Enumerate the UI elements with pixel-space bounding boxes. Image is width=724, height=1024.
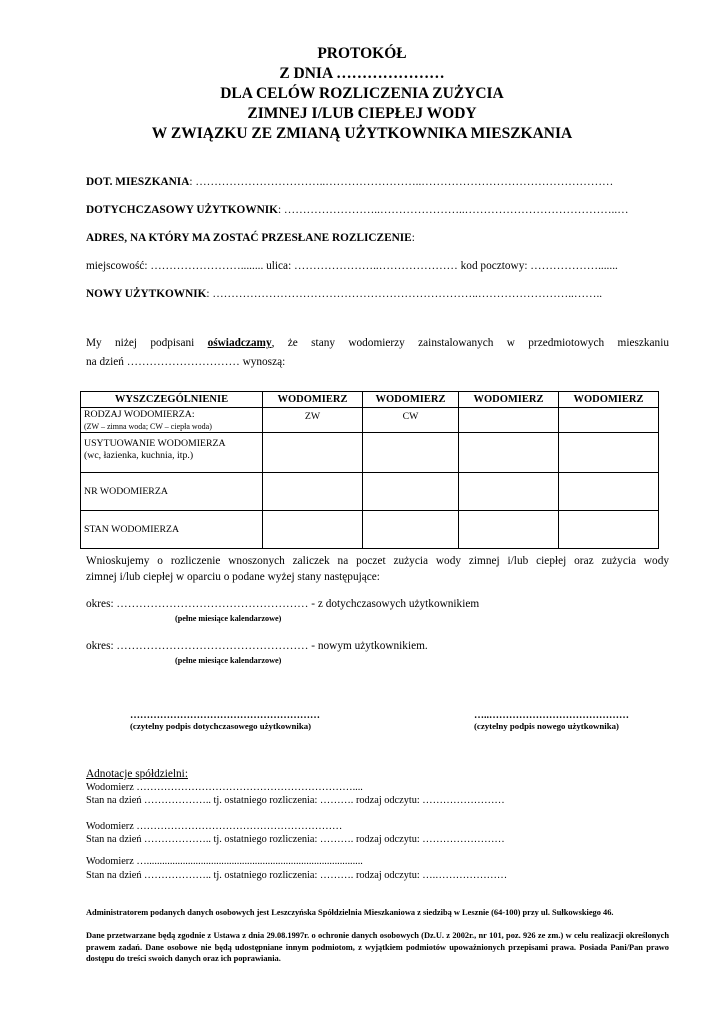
table-row (81, 408, 659, 433)
period-note: (pełne miesiące kalendarzowe) (175, 656, 282, 665)
table-row (81, 511, 659, 549)
new-user-label: NOWY UŻYTKOWNIK (86, 288, 207, 300)
address-label: ADRES, NA KTÓRY MA ZOSTAĆ PRZESŁANE ROZLICZENIE (86, 232, 412, 244)
title-line: PROTOKÓŁ (317, 45, 407, 62)
table-cell[interactable] (263, 473, 363, 511)
declaration-text: My niżej podpisani (86, 337, 208, 349)
new-user-dots: : ……………………………………………………………..……………………..…….. (206, 288, 603, 300)
row-label-cell (81, 433, 263, 473)
table-row (81, 473, 659, 511)
annotations-heading: Adnotacje spółdzielni: (86, 768, 188, 780)
declaration-text: , że stany wodomierzy zainstalowanych w przedmiotowych mieszkaniu (271, 337, 669, 349)
row-label: NR WODOMIERZA (84, 485, 168, 497)
table-cell[interactable] (559, 511, 659, 549)
document-title (0, 44, 724, 144)
request-line-1: Wnioskujemy o rozliczenie wnoszonych zaliczek na poczet zużycia wody zimnej i/lub ciepłej oraz zużycia wody (86, 555, 669, 567)
table-cell[interactable]: ZW (263, 408, 363, 433)
annotation-state[interactable]: Stan na dzień ……………….. tj. ostatniego rozliczenia: ………. rodzaj odczytu: …………………… (86, 795, 505, 806)
period-new-user[interactable]: okres: …………………………………………… - nowym użytkownikiem. (86, 640, 428, 652)
table-cell[interactable] (559, 408, 659, 433)
title-line: ZIMNEJ I/LUB CIEPŁEJ WODY (247, 105, 477, 122)
row-label-cell (81, 511, 263, 549)
column-header: WODOMIERZ (559, 392, 659, 408)
table-cell[interactable] (263, 433, 363, 473)
signature-caption-new-user: (czytelny podpis nowego użytkownika) (474, 721, 619, 731)
signature-line-previous-user[interactable]: ………………………………………………… (130, 710, 320, 721)
annotation-state[interactable]: Stan na dzień ……………….. tj. ostatniego rozliczenia: ………. rodzaj odczytu: …………………… (86, 834, 505, 845)
table-cell[interactable] (363, 511, 459, 549)
row-label: RODZAJ WODOMIERZA: (84, 409, 195, 420)
address-line[interactable]: miejscowość: ……………………........ ulica: …………………..………………… kod pocztowy: ………………....... (86, 260, 618, 272)
current-user-field[interactable] (86, 204, 629, 216)
signature-caption-previous-user: (czytelny podpis dotychczasowego użytkownika) (130, 721, 312, 731)
declaration-line-1 (86, 333, 669, 353)
apartment-dots: : ……………………………..……………………..…………………………………………… (189, 176, 614, 188)
table-cell[interactable] (363, 433, 459, 473)
table-cell[interactable] (459, 511, 559, 549)
row-label-cell (81, 408, 263, 433)
address-colon: : (411, 232, 415, 244)
privacy-note-processing: Dane przetwarzane będą zgodnie z Ustawa z dnia 29.08.1997r. o ochronie danych osobowych (Dz.U. z 2002r., nr 101, poz. 926 ze zm.) w celu realizacji określonych prawem zadań. Dane osobowe nie będą udostępniane innym podmiotom, z wyjątkiem podmiotów upoważnionych przepisami prawa. Posiada Pani/Pan prawo dostępu do treści swoich danych oraz ich poprawiania. (86, 931, 669, 963)
table-cell[interactable]: CW (363, 408, 459, 433)
new-user-field[interactable] (86, 288, 602, 300)
row-label-cell (81, 473, 263, 511)
title-line: Z DNIA ………………… (279, 65, 445, 82)
title-line: W ZWIĄZKU ZE ZMIANĄ UŻYTKOWNIKA MIESZKANIA (151, 125, 573, 142)
table-header-row (81, 392, 659, 408)
row-label: STAN WODOMIERZA (84, 523, 180, 535)
table-cell[interactable] (459, 473, 559, 511)
column-header: WODOMIERZ (263, 392, 363, 408)
meters-table (80, 391, 659, 549)
row-sublabel: (ZW – zimna woda; CW – ciepła woda) (84, 421, 212, 431)
row-label: USYTUOWANIE WODOMIERZA (84, 438, 226, 449)
column-header: WYSZCZEGÓLNIENIE (81, 392, 263, 408)
table-cell[interactable] (363, 473, 459, 511)
declaration-line-2[interactable]: na dzień ………………………… wynoszą: (86, 356, 286, 368)
current-user-dots: : ……………………..…………………..…………………………………..… (277, 204, 629, 216)
annotation-meter[interactable]: Wodomierz …………………………………………………… (86, 821, 343, 832)
address-heading (86, 232, 415, 244)
privacy-note-administrator: Administratorem podanych danych osobowych jest Leszczyńska Spółdzielnia Mieszkaniowa z siedzibą w Lesznie (64-100) przy ul. Sułkowskiego 46. (86, 908, 614, 917)
table-row (81, 433, 659, 473)
period-note: (pełne miesiące kalendarzowe) (175, 614, 282, 623)
signature-line-new-user[interactable]: …..…………………………………… (474, 710, 629, 721)
column-header: WODOMIERZ (363, 392, 459, 408)
table-cell[interactable] (459, 408, 559, 433)
table-cell[interactable] (459, 433, 559, 473)
apartment-label: DOT. MIESZKANIA (86, 176, 190, 188)
period-current-user[interactable]: okres: …………………………………………… - z dotychczasowych użytkownikiem (86, 598, 480, 610)
apartment-field[interactable] (86, 176, 613, 188)
table-cell[interactable] (559, 433, 659, 473)
request-line-2: zimnej i/lub ciepłej w oparciu o podane wyżej stany następujące: (86, 571, 380, 583)
declaration-emphasis: oświadczamy (207, 337, 272, 349)
annotation-state[interactable]: Stan na dzień ……………….. tj. ostatniego rozliczenia: ………. rodzaj odczytu: ….………………… (86, 870, 508, 881)
column-header: WODOMIERZ (459, 392, 559, 408)
title-line: DLA CELÓW ROZLICZENIA ZUŻYCIA (220, 85, 504, 102)
table-cell[interactable] (559, 473, 659, 511)
annotation-meter[interactable]: Wodomierz ….................................................................................... (86, 856, 363, 867)
current-user-label: DOTYCHCZASOWY UŻYTKOWNIK (86, 204, 278, 216)
table-cell[interactable] (263, 511, 363, 549)
annotation-meter[interactable]: Wodomierz ……………………………………………………….... (86, 782, 363, 793)
row-sublabel: (wc, łazienka, kuchnia, itp.) (84, 449, 194, 461)
